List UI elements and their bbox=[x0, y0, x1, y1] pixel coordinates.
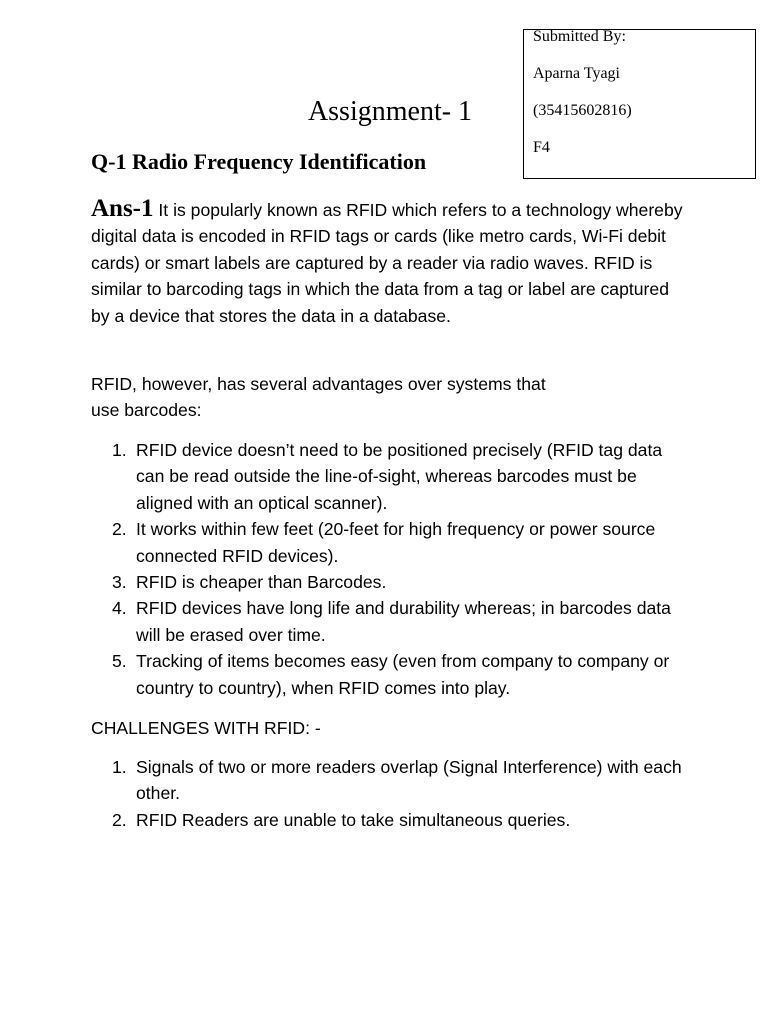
list-number: 1. bbox=[112, 440, 127, 460]
advantages-intro bbox=[91, 371, 546, 424]
list-item bbox=[91, 437, 691, 516]
list-item bbox=[91, 595, 691, 648]
list-item-text: Tracking of items becomes easy (even from company to company or country to country), when RFID comes into play. bbox=[136, 651, 670, 698]
challenges-list bbox=[91, 754, 691, 833]
list-item-text: It works within few feet (20-feet for high frequency or power source connected RFID devices). bbox=[136, 519, 656, 566]
student-section: F4 bbox=[533, 139, 550, 156]
advantages-list bbox=[91, 437, 691, 701]
list-item-text: RFID device doesn’t need to be positioned precisely (RFID tag data can be read outside the line-of-sight, whereas barcodes must be aligned with an optical scanner). bbox=[136, 440, 663, 513]
advantages-intro-line1: RFID, however, has several advantages over systems that bbox=[91, 374, 546, 394]
list-number: 4. bbox=[112, 598, 127, 619]
student-id: (35415602816) bbox=[533, 102, 632, 119]
list-number: 5. bbox=[112, 651, 127, 672]
list-item bbox=[91, 569, 691, 595]
list-item bbox=[91, 648, 691, 701]
list-item-text: RFID Readers are unable to take simultaneous queries. bbox=[136, 809, 571, 830]
challenges-heading: CHALLENGES WITH RFID: - bbox=[91, 718, 321, 738]
advantages-intro-line2: use barcodes: bbox=[91, 400, 202, 421]
list-number: 2. bbox=[112, 519, 127, 540]
list-number: 1. bbox=[112, 757, 127, 777]
question-heading: Q-1 Radio Frequency Identification bbox=[91, 149, 427, 174]
list-item-text: RFID devices have long life and durability whereas; in barcodes data will be erased over time. bbox=[136, 598, 671, 645]
student-name: Aparna Tyagi bbox=[533, 65, 620, 82]
list-number: 3. bbox=[112, 572, 127, 593]
answer-paragraph bbox=[91, 196, 691, 329]
list-item-text: RFID is cheaper than Barcodes. bbox=[136, 572, 387, 593]
list-item-text: Signals of two or more readers overlap (Signal Interference) with each other. bbox=[136, 757, 682, 804]
answer-label: Ans-1 bbox=[91, 195, 154, 222]
answer-text: It is popularly known as RFID which refers to a technology whereby digital data is encoded in RFID tags or cards (like metro cards, Wi-Fi debit cards) or smart labels are captured by a reader via radio waves. RFID is similar to barcoding tags in which the data from a tag or label are captured by a device that stores the data in a database. bbox=[91, 200, 683, 326]
submitted-by-label: Submitted By: bbox=[533, 28, 626, 45]
list-item bbox=[91, 807, 691, 833]
list-item bbox=[91, 754, 691, 807]
list-number: 2. bbox=[112, 809, 127, 830]
document-title: Assignment- 1 bbox=[307, 96, 473, 127]
list-item bbox=[91, 516, 691, 569]
